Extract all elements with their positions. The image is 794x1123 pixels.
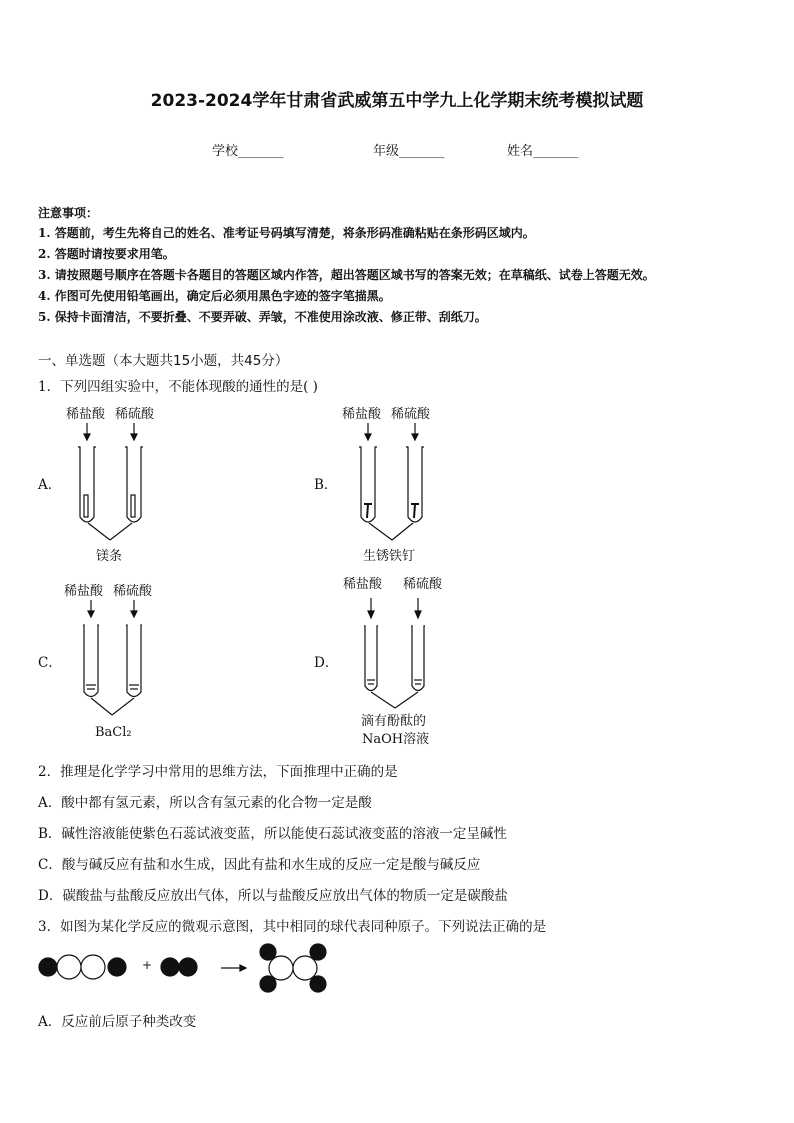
exam-title: 2023-2024学年甘肃省武威第五中学九上化学期末统考模拟试题 bbox=[150, 91, 644, 111]
notice-item: 3. 请按照题号顺序在答题卡各题目的答题区域内作答，超出答题区域书写的答案无效；在草稿纸、试卷上答题无效。 bbox=[38, 268, 655, 282]
q2-option-d: D．碳酸盐与盐酸反应放出气体，所以与盐酸反应放出气体的物质一定是碳酸盐 bbox=[38, 888, 508, 904]
q1-d-acid2-label: 稀硫酸 bbox=[403, 577, 443, 592]
q1-d-test-tubes-diagram bbox=[340, 590, 480, 720]
q1-d-reagent-label-line1: 滴有酚酞的 bbox=[361, 714, 427, 729]
q1-option-d-letter: D． bbox=[314, 655, 339, 671]
q1-option-c-letter: C． bbox=[38, 655, 62, 671]
q1-b-acid1-label: 稀盐酸 bbox=[342, 407, 382, 422]
question-3-stem: 3．如图为某化学反应的微观示意图，其中相同的球代表同种原子。下列说法正确的是 bbox=[38, 919, 547, 935]
q3-molecule-diagram bbox=[36, 940, 336, 1000]
q3-option-a: A．反应前后原子种类改变 bbox=[38, 1014, 197, 1030]
q1-b-acid2-label: 稀硫酸 bbox=[391, 407, 431, 422]
school-field: 学校_______ bbox=[212, 144, 284, 159]
q1-d-reagent-label-line2: NaOH溶液 bbox=[362, 732, 430, 747]
q2-option-a: A．酸中都有氢元素，所以含有氢元素的化合物一定是酸 bbox=[38, 795, 372, 811]
q1-d-acid1-label: 稀盐酸 bbox=[343, 577, 383, 592]
q2-option-b: B．碱性溶液能使紫色石蕊试液变蓝，所以能使石蕊试液变蓝的溶液一定呈碱性 bbox=[38, 826, 507, 842]
q1-option-b-letter: B． bbox=[314, 477, 338, 493]
q1-b-reagent-label: 生锈铁钉 bbox=[363, 549, 416, 564]
question-1-stem: 1．下列四组实验中，不能体现酸的通性的是( ) bbox=[38, 379, 318, 395]
q1-c-acid2-label: 稀硫酸 bbox=[113, 584, 153, 599]
q1-b-test-tubes-diagram bbox=[340, 420, 480, 550]
q1-c-reagent-label: BaCl₂ bbox=[95, 725, 132, 740]
notice-item: 4. 作图可先使用铅笔画出，确定后必须用黑色字迹的签字笔描黑。 bbox=[38, 289, 391, 303]
q1-a-acid2-label: 稀硫酸 bbox=[115, 407, 155, 422]
q1-a-acid1-label: 稀盐酸 bbox=[66, 407, 106, 422]
notice-heading: 注意事项： bbox=[38, 206, 99, 220]
notice-item: 5. 保持卡面清洁，不要折叠、不要弄破、弄皱，不准使用涂改液、修正带、刮纸刀。 bbox=[38, 310, 487, 324]
q3-plus-sign: + bbox=[142, 958, 153, 972]
q1-option-a-letter: A． bbox=[38, 477, 62, 493]
notice-item: 2. 答题时请按要求用笔。 bbox=[38, 247, 175, 261]
notice-item: 1. 答题前，考生先将自己的姓名、准考证号码填写清楚，将条形码准确粘贴在条形码区域内。 bbox=[38, 226, 535, 240]
q1-c-test-tubes-diagram bbox=[60, 597, 200, 727]
name-field: 姓名_______ bbox=[507, 144, 579, 159]
q1-a-test-tubes-diagram bbox=[60, 420, 200, 550]
question-2-stem: 2．推理是化学学习中常用的思维方法，下面推理中正确的是 bbox=[38, 764, 398, 780]
q1-c-acid1-label: 稀盐酸 bbox=[64, 584, 104, 599]
q1-a-reagent-label: 镁条 bbox=[96, 549, 123, 564]
q2-option-c: C．酸与碱反应有盐和水生成，因此有盐和水生成的反应一定是酸与碱反应 bbox=[38, 857, 481, 873]
grade-field: 年级_______ bbox=[373, 144, 445, 159]
section-heading: 一、单选题（本大题共15小题，共45分） bbox=[38, 353, 289, 369]
